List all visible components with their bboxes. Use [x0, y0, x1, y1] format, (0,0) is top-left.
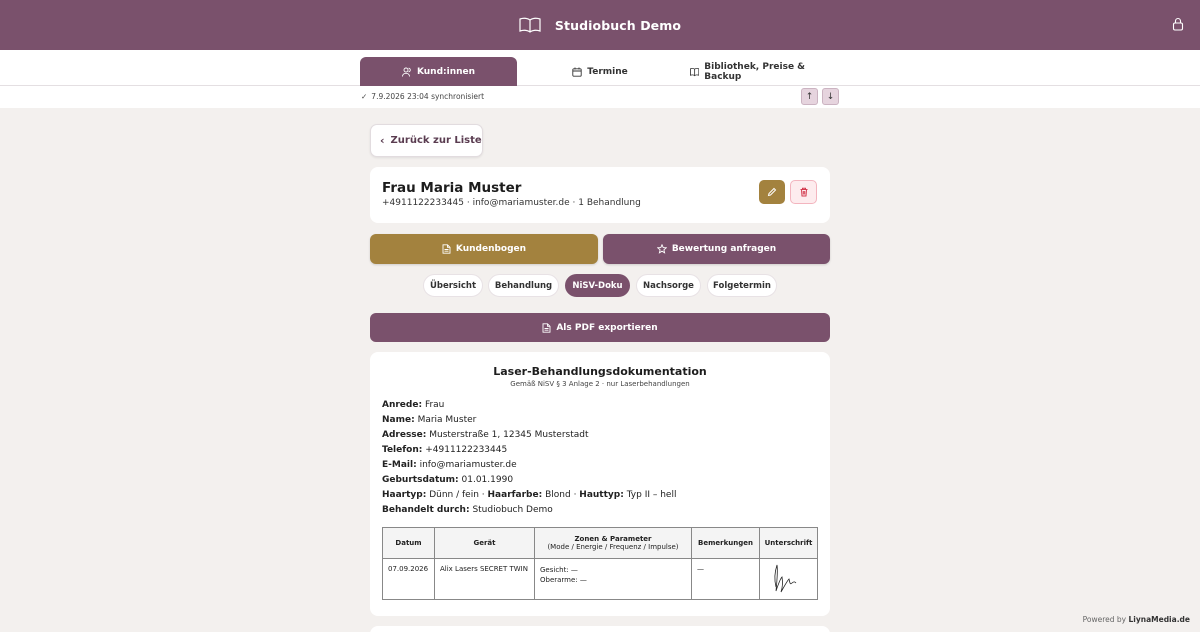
- col-geraet: Gerät: [435, 528, 535, 559]
- field-name: Name: Maria Muster: [382, 415, 477, 425]
- app-title: Studiobuch Demo: [554, 17, 682, 33]
- subtab-nachsorge[interactable]: Nachsorge: [636, 274, 701, 297]
- cell-unterschrift: [760, 559, 818, 600]
- subtab-nisv-doku[interactable]: NiSV-Doku: [565, 274, 630, 297]
- tab-termine-label: Termine: [587, 66, 628, 77]
- field-telefon: Telefon: +4911122233445: [382, 445, 508, 455]
- table-row: [383, 559, 818, 600]
- sync-text: 7.9.2026 23:04 synchronisiert: [371, 92, 485, 101]
- col-zonen: Zonen & Parameter (Mode / Energie / Frequenz / Impulse): [535, 528, 692, 559]
- book-icon: [690, 67, 699, 77]
- cell-bemerkungen: —: [692, 559, 760, 600]
- users-icon: [402, 67, 412, 77]
- detail-subtabs: [0, 274, 1200, 297]
- check-icon: ✓: [361, 92, 368, 101]
- lock-icon[interactable]: [1172, 17, 1184, 31]
- client-summary: +4911122233445 · info@mariamuster.de · 1 Behandlung: [382, 198, 641, 208]
- back-label: Zurück zur Liste: [390, 135, 482, 146]
- field-haar-haut: Haartyp: Dünn / fein · Haarfarbe: Blond · Hauttyp: Typ II – hell: [382, 490, 677, 500]
- trash-icon: [799, 187, 809, 197]
- back-to-list-button[interactable]: [370, 124, 483, 157]
- field-geburtsdatum: Geburtsdatum: 01.01.1990: [382, 475, 514, 485]
- edit-button[interactable]: [759, 180, 785, 204]
- cell-datum: 07.09.2026: [383, 559, 435, 600]
- export-label: Als PDF exportieren: [556, 322, 658, 333]
- field-email: E-Mail: info@mariamuster.de: [382, 460, 517, 470]
- calendar-icon: [572, 67, 582, 77]
- export-pdf-button[interactable]: [370, 313, 830, 342]
- tab-bibliothek[interactable]: [690, 57, 835, 86]
- pdf-document-icon: [542, 323, 551, 333]
- subtab-uebersicht[interactable]: Übersicht: [423, 274, 483, 297]
- document-icon: [442, 244, 451, 254]
- kundenbogen-label: Kundenbogen: [455, 244, 527, 254]
- client-card: [370, 167, 830, 223]
- download-button[interactable]: [822, 88, 839, 105]
- tab-kundinnen-label: Kund:innen: [416, 66, 476, 77]
- col-bemerkungen: Bemerkungen: [692, 528, 760, 559]
- chevron-left-icon: ‹: [380, 134, 385, 147]
- document-subtitle: Gemäß NiSV § 3 Anlage 2 · nur Laserbehandlungen: [510, 380, 690, 388]
- brand: [519, 16, 681, 34]
- cell-zonen: Gesicht: — Oberarme: —: [535, 559, 692, 600]
- tab-kundinnen[interactable]: [360, 57, 517, 86]
- table-header-row: [383, 528, 818, 559]
- col-datum: Datum: [383, 528, 435, 559]
- pencil-icon: [767, 187, 777, 197]
- arrow-up-icon: ↑: [805, 91, 814, 102]
- field-behandelt-durch: Behandelt durch: Studiobuch Demo: [382, 505, 553, 515]
- app-header: [0, 0, 1200, 50]
- upload-button[interactable]: [801, 88, 818, 105]
- col-unterschrift: Unterschrift: [760, 528, 818, 559]
- open-book-icon: [519, 16, 541, 34]
- footer-credit[interactable]: Powered by LiynaMedia.de: [1082, 615, 1190, 624]
- bewertung-anfragen-button[interactable]: [603, 234, 830, 264]
- tab-bibliothek-label: Bibliothek, Preise & Backup: [704, 61, 806, 82]
- next-card-peek: [370, 626, 830, 632]
- kundenbogen-button[interactable]: [370, 234, 598, 264]
- main-tabs: [0, 50, 1200, 86]
- tab-termine[interactable]: [520, 57, 680, 86]
- treatment-table: [382, 527, 818, 600]
- field-adresse: Adresse: Musterstraße 1, 12345 Musterstadt: [382, 430, 589, 440]
- field-anrede: Anrede: Frau: [382, 400, 445, 410]
- sync-bar: [0, 86, 1200, 108]
- signature-image: [762, 561, 812, 595]
- subtab-behandlung[interactable]: Behandlung: [488, 274, 559, 297]
- client-name: Frau Maria Muster: [382, 180, 522, 196]
- bewertung-label: Bewertung anfragen: [671, 244, 777, 254]
- star-icon: [657, 244, 667, 254]
- sync-status: [361, 92, 484, 101]
- arrow-down-icon: ↓: [826, 91, 835, 102]
- nisv-document: [370, 352, 830, 616]
- subtab-folgetermin[interactable]: Folgetermin: [707, 274, 777, 297]
- cell-geraet: Alix Lasers SECRET TWIN: [435, 559, 535, 600]
- document-title: Laser-Behandlungsdokumentation: [493, 365, 707, 378]
- delete-button[interactable]: [790, 180, 817, 204]
